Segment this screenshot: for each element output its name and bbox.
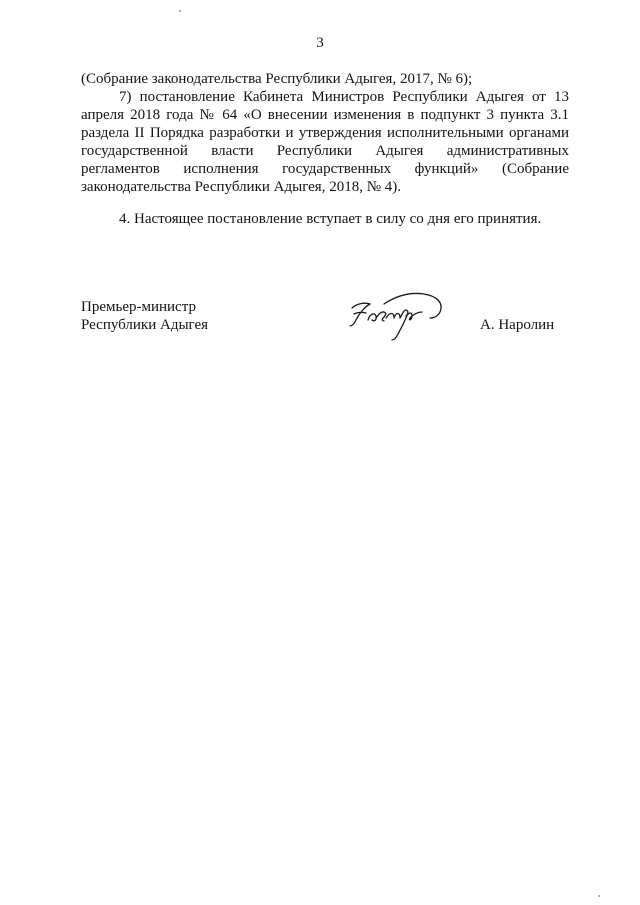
text-line-3: апреля 2018 года № 64 «О внесении изменения в подпункт 3 пункта 3.1 bbox=[81, 107, 569, 123]
page-number: 3 bbox=[316, 35, 324, 51]
text-line-1: (Собрание законодательства Республики Адыгея, 2017, № 6); bbox=[81, 71, 473, 87]
text-line-6: регламентов исполнения государственных функций» (Собрание bbox=[81, 161, 569, 177]
handwritten-signature bbox=[340, 290, 452, 342]
signer-position-line-2: Республики Адыгея bbox=[81, 317, 209, 333]
signer-name: А. Наролин bbox=[480, 317, 555, 333]
scan-speck bbox=[179, 10, 181, 12]
text-line-5: государственной власти Республики Адыгея административных bbox=[81, 143, 569, 159]
scan-speck bbox=[598, 895, 600, 897]
text-line-4: раздела II Порядка разработки и утверждения исполнительными органами bbox=[81, 125, 569, 141]
text-line-7: законодательства Республики Адыгея, 2018, № 4). bbox=[81, 179, 402, 195]
paragraph-4: 4. Настоящее постановление вступает в силу со дня его принятия. bbox=[119, 211, 542, 227]
signer-position-line-1: Премьер-министр bbox=[81, 299, 196, 315]
text-line-2: 7) постановление Кабинета Министров Республики Адыгея от 13 bbox=[119, 89, 569, 105]
